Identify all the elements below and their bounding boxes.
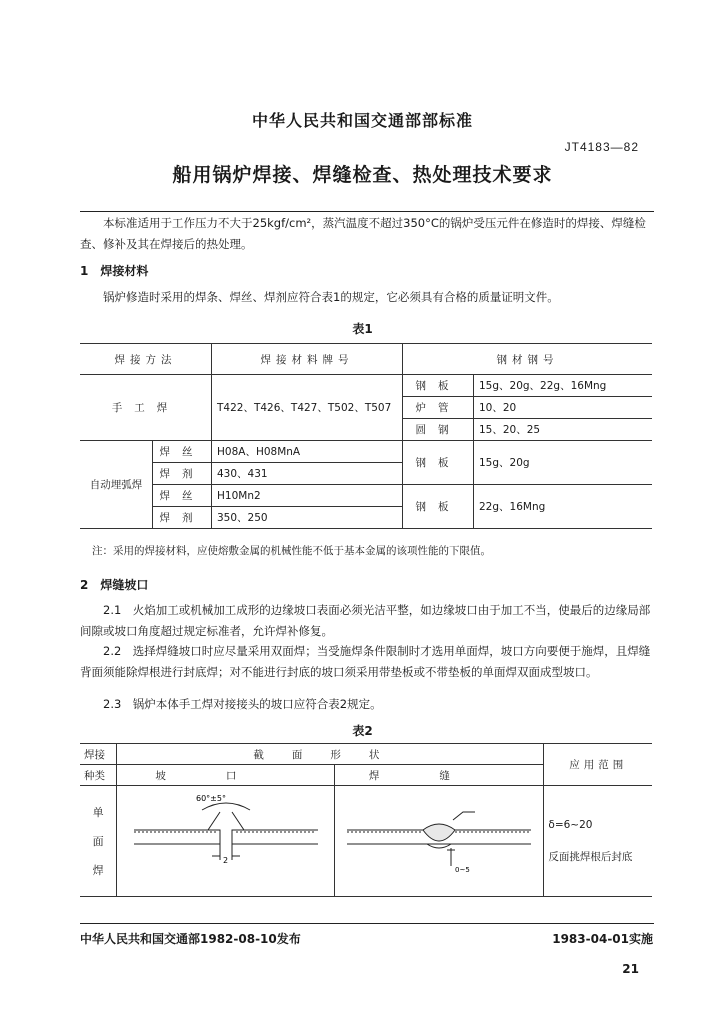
table-2 [80, 743, 652, 897]
effective-date: 1983-04-01实施 [552, 932, 653, 946]
groove-edge-lines [208, 812, 244, 830]
section-1-heading: 1 焊接材料 [80, 264, 149, 278]
table-row [80, 786, 652, 897]
root-bead [427, 844, 451, 848]
manual-materials: T422、T426、T427、T502、T507 [212, 375, 403, 441]
table-1-note: 注：采用的焊接材料，应使熔敷金属的机械性能不低于基本金属的该项性能的下限值。 [92, 545, 491, 557]
angle-label: 60°±5° [195, 793, 226, 803]
steel-kind: 钢板 [403, 441, 474, 485]
weld-dimension-label: 0~5 [455, 865, 471, 874]
row-label-single-side [80, 786, 117, 897]
row-label-char: 面 [92, 834, 104, 848]
table-1-header-row [80, 344, 652, 375]
auto-sub-value: H08A、H08MnA [212, 441, 403, 463]
weld-bead [423, 824, 455, 841]
section-2-heading: 2 焊缝坡口 [80, 578, 149, 592]
section-2-1: 2.1 火焰加工或机械加工成形的边缘坡口表面必须光洁平整，如边缘坡口由于加工不当，使最后的边缘局部间隙或坡口角度超过规定标准者，允许焊补修复。 [80, 603, 651, 638]
issue-date: 中华人民共和国交通部1982-08-10发布 [80, 932, 301, 946]
header-steel-grade: 钢材钢号 [403, 344, 653, 375]
steel-grades: 15g、20g、22g、16Mng [474, 375, 653, 397]
steel-grades: 15、20、25 [474, 419, 653, 441]
table-row [80, 375, 652, 397]
footer-rule [80, 923, 654, 924]
steel-kind: 钢板 [403, 375, 474, 397]
application-range-cell [544, 786, 652, 897]
header-section-shape: 截面形状 [117, 744, 544, 765]
auto-sub-value: H10Mn2 [212, 485, 403, 507]
header-welding-method: 焊接方法 [80, 344, 212, 375]
table-1-caption: 表1 [352, 322, 373, 336]
steel-grades: 22g、16Mng [474, 485, 653, 529]
table-2-caption: 表2 [352, 724, 373, 738]
height-dimension [447, 848, 455, 866]
intro-paragraph: 本标准适用于工作压力不大于25kgf/cm²，蒸汽温度不超过350°C的锅炉受压元件在修造时的焊接、焊缝检查、修补及其在焊接后的热处理。 [80, 216, 646, 251]
header-application-range: 应用范围 [544, 744, 652, 786]
section-2-2: 2.2 选择焊缝坡口时应尽量采用双面焊；当受施焊条件限制时才选用单面焊，坡口方向要便于施焊，且焊缝背面须能除焊根进行封底焊；对不能进行封底的坡口须采用带垫板或不带垫板的单面焊双面成型坡口。 [80, 644, 651, 679]
section-1-text: 锅炉修造时采用的焊条、焊丝、焊剂应符合表1的规定，它必须具有合格的质量证明文件。 [103, 290, 559, 304]
header-welding: 焊接 [80, 744, 117, 765]
table-2-header-row-1 [80, 744, 652, 765]
steel-kind: 炉管 [403, 397, 474, 419]
weld-diagram-cell [335, 786, 544, 897]
standard-number: JT4183—82 [564, 140, 639, 154]
auto-sub-label: 焊剂 [153, 507, 212, 529]
document-title: 船用锅炉焊接、焊缝检查、热处理技术要求 [172, 164, 553, 186]
steel-kind: 圆钢 [403, 419, 474, 441]
table-row [80, 441, 652, 463]
header-material-grade: 焊接材料牌号 [212, 344, 403, 375]
auto-sub-label: 焊丝 [153, 485, 212, 507]
row-label-char: 焊 [92, 863, 104, 877]
auto-sub-value: 350、250 [212, 507, 403, 529]
steel-kind: 钢板 [403, 485, 474, 529]
method-manual: 手工焊 [80, 375, 212, 441]
table-row [80, 485, 652, 507]
method-auto: 自动埋弧焊 [80, 441, 153, 529]
groove-diagram-cell [117, 786, 335, 897]
leader-line [453, 812, 475, 820]
header-kind: 种类 [80, 765, 117, 786]
steel-grades: 10、20 [474, 397, 653, 419]
table-1 [80, 343, 652, 529]
angle-arc [202, 803, 250, 810]
title-rule [80, 211, 654, 212]
v-groove-diagram [126, 790, 326, 890]
range-thickness: δ=6~20 [548, 819, 593, 831]
issuing-organization: 中华人民共和国交通部部标准 [251, 111, 473, 130]
row-label-char: 单 [92, 805, 104, 819]
range-note: 反面挑焊根后封底 [548, 851, 633, 863]
header-weld: 焊缝 [335, 765, 544, 786]
steel-grades: 15g、20g [474, 441, 653, 485]
gap-label: 2 [222, 855, 228, 865]
header-groove: 坡口 [117, 765, 335, 786]
auto-sub-label: 焊剂 [153, 463, 212, 485]
auto-sub-label: 焊丝 [153, 441, 212, 463]
section-2-3: 2.3 锅炉本体手工焊对接接头的坡口应符合表2规定。 [103, 697, 382, 711]
page-number: 21 [622, 962, 639, 976]
auto-sub-value: 430、431 [212, 463, 403, 485]
weld-bead-diagram [339, 790, 539, 890]
